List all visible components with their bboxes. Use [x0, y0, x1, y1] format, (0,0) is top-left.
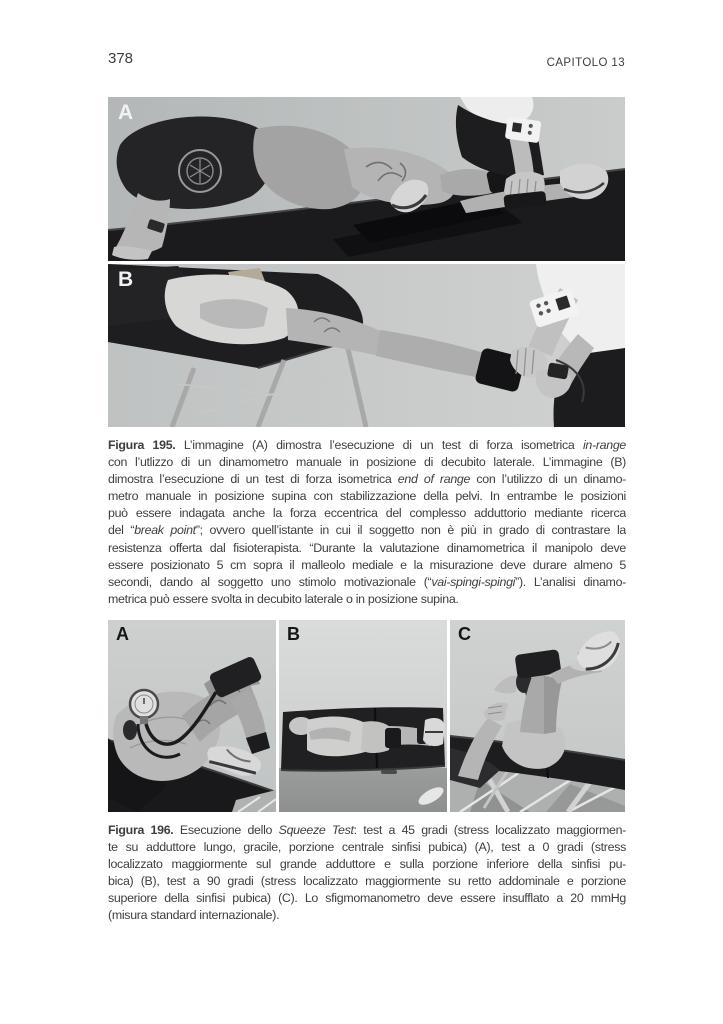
- caption-line: Figura 196. Esecuzione dello Squeeze Test: test a 45 gradi (stress localizzato maggiormen-: [108, 823, 626, 837]
- caption-line: (misura standard internazionale).: [108, 908, 280, 923]
- figure-195: [108, 97, 625, 427]
- caption-line: superiore della sinfisi pubica) (C). Lo sfigmomanometro deve essere insufflato a 20 mmHg: [108, 891, 626, 906]
- figure-196-photo-b: [279, 620, 447, 812]
- panel-label-c: C: [458, 624, 471, 644]
- figure-195-photo-a: [108, 97, 625, 261]
- figure-196-photo-a: [108, 620, 276, 812]
- figure-196-caption: [108, 822, 626, 925]
- caption-line: te su adduttore lungo, gracile, porzione centrale sinfisi pubica) (A), test a 0 gradi (stress: [108, 840, 626, 855]
- figure-195-caption: [108, 437, 626, 608]
- caption-line: bica) (B), test a 90 gradi (stress localizzato maggiormente su retto addominale e porzione: [108, 874, 626, 889]
- caption-line: essere posizionato 5 cm sopra il malleolo mediale e la misurazione deve durare almeno 5: [108, 557, 626, 572]
- caption-line: Figura 195. L’immagine (A) dimostra l’esecuzione di un test di forza isometrica in-range: [108, 438, 626, 452]
- squeeze-test-45-illustration: [108, 620, 276, 812]
- figure-196-photo-c: [450, 620, 625, 812]
- caption-line: può essere indagata anche la forza eccentrica del complesso adduttorio mediante ricerca: [108, 506, 626, 521]
- panel-label-a: A: [118, 101, 134, 124]
- caption-line: resistenza offerta dal fisioterapista. “Durante la valutazione dinamometrica il manipolo deve: [108, 540, 626, 555]
- page-number: 378: [108, 50, 134, 67]
- figure-196: [108, 620, 625, 812]
- squeeze-test-90-illustration: [450, 620, 625, 812]
- panel-label-b: B: [118, 268, 134, 291]
- caption-line: del “break point”; ovvero quell’istante in cui il soggetto non è più in grado di contrastare la: [108, 523, 626, 538]
- panel-label-b: B: [287, 624, 300, 644]
- chapter-header: CAPITOLO 13: [546, 57, 625, 69]
- squeeze-test-0-illustration: [279, 620, 447, 812]
- figure-195-photo-b: [108, 264, 625, 427]
- caption-line: metrica può essere svolta in decubito laterale o in posizione supina.: [108, 591, 459, 606]
- caption-line: dimostra l’esecuzione di un test di forza isometrica end of range con l’utilizzo di un dinamo-: [108, 472, 626, 487]
- dynamometer-device: [505, 117, 542, 144]
- panel-label-a: A: [116, 624, 129, 644]
- caption-line: metro manuale in posizione supina con stabilizzazione della pelvi. In entrambe le posizioni: [108, 489, 626, 504]
- caption-line: secondi, dando al soggetto uno stimolo motivazionale (“vai-spingi-spingi”). L’analisi dinamo-: [108, 574, 626, 589]
- caption-line: con l’utlizzo di un dinamometro manuale in posizione di decubito laterale. L’immagine (B): [108, 455, 626, 470]
- photo-supine-test-illustration: [108, 264, 625, 427]
- caption-line: localizzato maggiormente sul grande adduttore e sulla porzione inferiore della sinfisi pu-: [108, 857, 626, 872]
- floor: [279, 768, 447, 812]
- photo-sidelying-test-illustration: [108, 97, 625, 261]
